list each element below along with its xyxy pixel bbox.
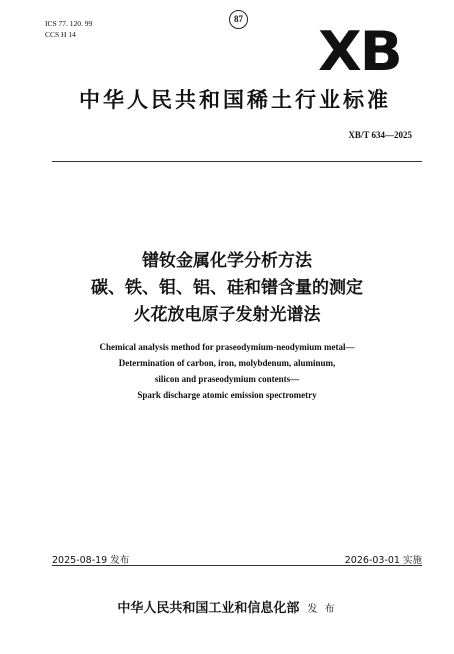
issue-date: 2025-08-19 发布 — [52, 555, 130, 566]
issuing-authority — [40, 597, 414, 616]
implementation-date: 2026-03-01 实施 — [344, 555, 422, 566]
standard-category-title: 中华人民共和国稀土行业标准 — [79, 88, 391, 112]
issuer-name: 中华人民共和国工业和信息化部 — [117, 601, 300, 616]
title-en-line-2: Determination of carbon, iron, molybdenum, aluminum, — [118, 358, 336, 368]
standard-number: XB/T 634—2025 — [348, 130, 412, 140]
title-cn-line-3: 火花放电原子发射光谱法 — [133, 305, 321, 325]
classification-codes — [45, 18, 92, 40]
page-number: 87 — [229, 10, 248, 29]
ics-code: ICS 77. 120. 99 — [45, 19, 93, 28]
ccs-code: CCS H 14 — [45, 30, 76, 39]
title-en — [40, 339, 414, 403]
title-en-line-1: Chemical analysis method for praseodymium-neodymium metal— — [99, 342, 355, 352]
title-en-line-3: silicon and praseodymium contents— — [154, 374, 300, 384]
xb-logo: XB — [318, 20, 401, 83]
title-en-line-4: Spark discharge atomic emission spectrometry — [137, 390, 317, 400]
top-divider — [52, 161, 422, 162]
title-cn-line-1: 镨钕金属化学分析方法 — [142, 251, 312, 271]
bottom-divider — [52, 565, 422, 566]
issuer-suffix: 发 布 — [307, 604, 337, 615]
title-cn-line-2: 碳、铁、钼、铝、硅和镨含量的测定 — [91, 278, 363, 298]
